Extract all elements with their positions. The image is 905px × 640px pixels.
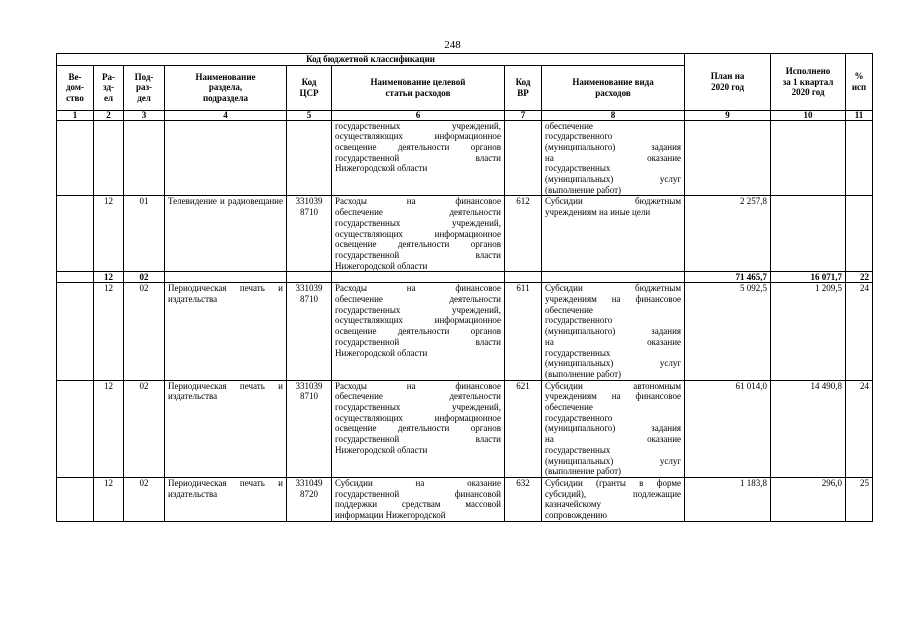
cell-target: [332, 272, 505, 283]
target-line: государственной власти: [335, 434, 501, 445]
target-line: обеспечение деятельности: [335, 294, 501, 305]
cell-vr: [505, 272, 542, 283]
header-section-name: [165, 65, 287, 110]
header-section-name-text: Наименование раздела, подраздела: [195, 71, 256, 103]
cell-target: [332, 120, 505, 196]
cell-done: 14 490,8: [771, 380, 846, 477]
cell-target: [332, 380, 505, 477]
cell-csr-text: 331039 8710: [295, 196, 323, 218]
cell-vedomstvo: [57, 283, 94, 380]
table-row: [57, 478, 873, 522]
cell-csr-text: 331039 8710: [295, 380, 323, 402]
cell-section-name: Периодическая печать и издательства: [165, 380, 287, 477]
target-line: государственных учреждений,: [335, 120, 501, 131]
cell-razdel: 12: [94, 283, 124, 380]
target-line: Нижегородской области: [335, 444, 428, 455]
header-vid: [542, 65, 685, 110]
target-line: освещение деятельности органов: [335, 326, 501, 337]
column-number: 1: [57, 110, 94, 120]
target-line: Расходы на финансовое: [335, 283, 501, 294]
target-line: государственной власти: [335, 249, 501, 260]
column-number: 2: [94, 110, 124, 120]
header-target: [332, 65, 505, 110]
cell-vid: [542, 120, 685, 196]
header-plan: [685, 54, 771, 111]
vid-line: учреждениям на иные цели: [545, 207, 651, 218]
vid-line: обеспечение: [545, 304, 593, 315]
cell-csr: [287, 196, 332, 272]
cell-done: 1 209,5: [771, 283, 846, 380]
cell-section-name: Телевидение и радиовещание: [165, 196, 287, 272]
budget-table: [56, 53, 873, 522]
header-csr: [287, 65, 332, 110]
target-line: освещение деятельности органов: [335, 423, 501, 434]
vid-line: казначейскому: [545, 499, 602, 510]
cell-csr-text: 331049 8720: [295, 478, 323, 499]
column-number-row: [57, 110, 873, 120]
table-row: [57, 380, 873, 477]
target-line: осуществляющих информационное: [335, 131, 501, 142]
header-podrazdel-text: Под- раз- дел: [134, 71, 154, 103]
header-vedomstvo: [57, 65, 94, 110]
vid-line: государственных: [545, 444, 611, 455]
vid-line: (муниципальных) услуг: [545, 174, 682, 185]
cell-section-name: [165, 120, 287, 196]
target-line: Нижегородской области: [335, 260, 428, 271]
target-line: государственной власти: [335, 336, 501, 347]
subtotal-row: [57, 272, 873, 283]
target-line: государственных учреждений,: [335, 304, 501, 315]
vid-line: (выполнение работ): [545, 368, 622, 379]
cell-vedomstvo: [57, 120, 94, 196]
target-line: государственной финансовой: [335, 488, 501, 499]
cell-razdel: [94, 120, 124, 196]
cell-vr: 611: [505, 283, 542, 380]
cell-podrazdel: 02: [124, 283, 165, 380]
cell-percent: [846, 196, 873, 272]
cell-percent: 25: [846, 478, 873, 522]
column-number: 7: [505, 110, 542, 120]
cell-razdel: 12: [94, 380, 124, 477]
vid-line: на оказание: [545, 152, 682, 163]
cell-plan: [685, 120, 771, 196]
column-number: 6: [332, 110, 505, 120]
header-vr: [505, 65, 542, 110]
cell-vedomstvo: [57, 380, 94, 477]
cell-csr: [287, 478, 332, 522]
vid-line: учреждениям на финансовое: [545, 391, 682, 402]
vid-line: (муниципального) задания: [545, 141, 682, 152]
vid-line: обеспечение: [545, 402, 593, 413]
column-number: 3: [124, 110, 165, 120]
header-done-text: Исполнено за 1 квартал 2020 год: [782, 66, 834, 97]
vid-line: (выполнение работ): [545, 184, 622, 195]
vid-line: обеспечение: [545, 120, 593, 131]
column-number: 8: [542, 110, 685, 120]
cell-vedomstvo: [57, 272, 94, 283]
table-body: [57, 120, 873, 521]
cell-vid: [542, 283, 685, 380]
page-number: 248: [444, 39, 461, 51]
vid-line: Субсидии (гранты в форме: [545, 478, 682, 488]
target-line: осуществляющих информационное: [335, 315, 501, 326]
vid-line: на оказание: [545, 434, 682, 445]
header-plan-text: План на 2020 год: [710, 71, 745, 92]
target-line: поддержки средствам массовой: [335, 499, 501, 510]
vid-line: Субсидии бюджетным: [545, 196, 682, 207]
target-line: осуществляющих информационное: [335, 228, 501, 239]
vid-line: Субсидии бюджетным: [545, 283, 682, 294]
cell-razdel: 12: [94, 478, 124, 522]
header-vid-text: Наименование вида расходов: [572, 77, 654, 98]
target-line: Расходы на финансовое: [335, 196, 501, 207]
vid-line: (муниципальных) услуг: [545, 455, 682, 466]
cell-plan: 2 257,8: [685, 196, 771, 272]
header-target-text: Наименование целевой статьи расходов: [370, 77, 466, 98]
cell-target: [332, 478, 505, 522]
cell-done: 16 071,7: [771, 272, 846, 283]
vid-line: государственного: [545, 131, 613, 142]
cell-vedomstvo: [57, 478, 94, 522]
column-number: 5: [287, 110, 332, 120]
target-line: государственных учреждений,: [335, 217, 501, 228]
column-number: 4: [165, 110, 287, 120]
cell-plan: 1 183,8: [685, 478, 771, 522]
target-line: обеспечение деятельности: [335, 391, 501, 402]
cell-vr: [505, 120, 542, 196]
cell-section-name: Периодическая печать и издательства: [165, 478, 287, 522]
target-line: информации Нижегородской: [335, 510, 446, 521]
vid-line: на оказание: [545, 336, 682, 347]
vid-line: Субсидии автономным: [545, 380, 682, 391]
cell-podrazdel: 02: [124, 272, 165, 283]
cell-section-name: Периодическая печать и издательства: [165, 283, 287, 380]
cell-section-name: [165, 272, 287, 283]
cell-vid: [542, 196, 685, 272]
header-vedomstvo-text: Ве- дом- ство: [65, 71, 84, 103]
column-number: 11: [846, 110, 873, 120]
cell-podrazdel: 02: [124, 380, 165, 477]
cell-plan: 71 465,7: [685, 272, 771, 283]
vid-line: государственных: [545, 347, 611, 358]
cell-podrazdel: 01: [124, 196, 165, 272]
vid-line: государственных: [545, 163, 611, 174]
header-vr-text: Код ВР: [515, 77, 531, 98]
vid-line: (муниципального) задания: [545, 423, 682, 434]
cell-razdel: 12: [94, 196, 124, 272]
cell-plan: 61 014,0: [685, 380, 771, 477]
cell-vid: [542, 272, 685, 283]
header-percent-text: % исп: [851, 71, 867, 92]
cell-target: [332, 283, 505, 380]
header-csr-text: Код ЦСР: [299, 77, 319, 98]
vid-line: государственного: [545, 412, 613, 423]
cell-podrazdel: 02: [124, 478, 165, 522]
cell-done: 296,0: [771, 478, 846, 522]
cell-vedomstvo: [57, 196, 94, 272]
column-number: 10: [771, 110, 846, 120]
cell-csr: [287, 283, 332, 380]
vid-line: государственного: [545, 315, 613, 326]
cell-vid: [542, 380, 685, 477]
vid-line: (муниципальных) услуг: [545, 358, 682, 369]
header-done: [771, 54, 846, 111]
target-line: Субсидии на оказание: [335, 478, 501, 488]
target-line: государственной власти: [335, 152, 501, 163]
cell-percent: 24: [846, 380, 873, 477]
target-line: Расходы на финансовое: [335, 380, 501, 391]
header-razdel: [94, 65, 124, 110]
header-razdel-text: Ра- зд- ел: [102, 71, 115, 103]
cell-csr: [287, 120, 332, 196]
vid-line: учреждениям на финансовое: [545, 294, 682, 305]
cell-vid: [542, 478, 685, 522]
cell-vr: 632: [505, 478, 542, 522]
target-line: обеспечение деятельности: [335, 207, 501, 218]
cell-plan: 5 092,5: [685, 283, 771, 380]
target-line: осуществляющих информационное: [335, 412, 501, 423]
target-line: освещение деятельности органов: [335, 141, 501, 152]
header-row-group: [57, 54, 873, 66]
cell-razdel: 12: [94, 272, 124, 283]
target-line: освещение деятельности органов: [335, 239, 501, 250]
target-line: государственных учреждений,: [335, 402, 501, 413]
vid-line: (муниципального) задания: [545, 326, 682, 337]
cell-done: [771, 196, 846, 272]
target-line: Нижегородской области: [335, 163, 428, 174]
header-percent: [846, 54, 873, 111]
header-podrazdel: [124, 65, 165, 110]
cell-percent: 22: [846, 272, 873, 283]
table-row: [57, 120, 873, 196]
vid-line: (выполнение работ): [545, 466, 622, 477]
table-row: [57, 283, 873, 380]
cell-target: [332, 196, 505, 272]
vid-line: сопровождению: [545, 510, 607, 521]
cell-vr: 621: [505, 380, 542, 477]
cell-csr: [287, 272, 332, 283]
cell-done: [771, 120, 846, 196]
cell-percent: [846, 120, 873, 196]
cell-csr: [287, 380, 332, 477]
target-line: Нижегородской области: [335, 347, 428, 358]
cell-csr-text: 331039 8710: [295, 283, 323, 305]
cell-percent: 24: [846, 283, 873, 380]
table-row: [57, 196, 873, 272]
vid-line: субсидий), подлежащие: [545, 488, 682, 499]
header-group-title: Код бюджетной классификации: [57, 54, 685, 66]
cell-podrazdel: [124, 120, 165, 196]
cell-vr: 612: [505, 196, 542, 272]
column-number: 9: [685, 110, 771, 120]
